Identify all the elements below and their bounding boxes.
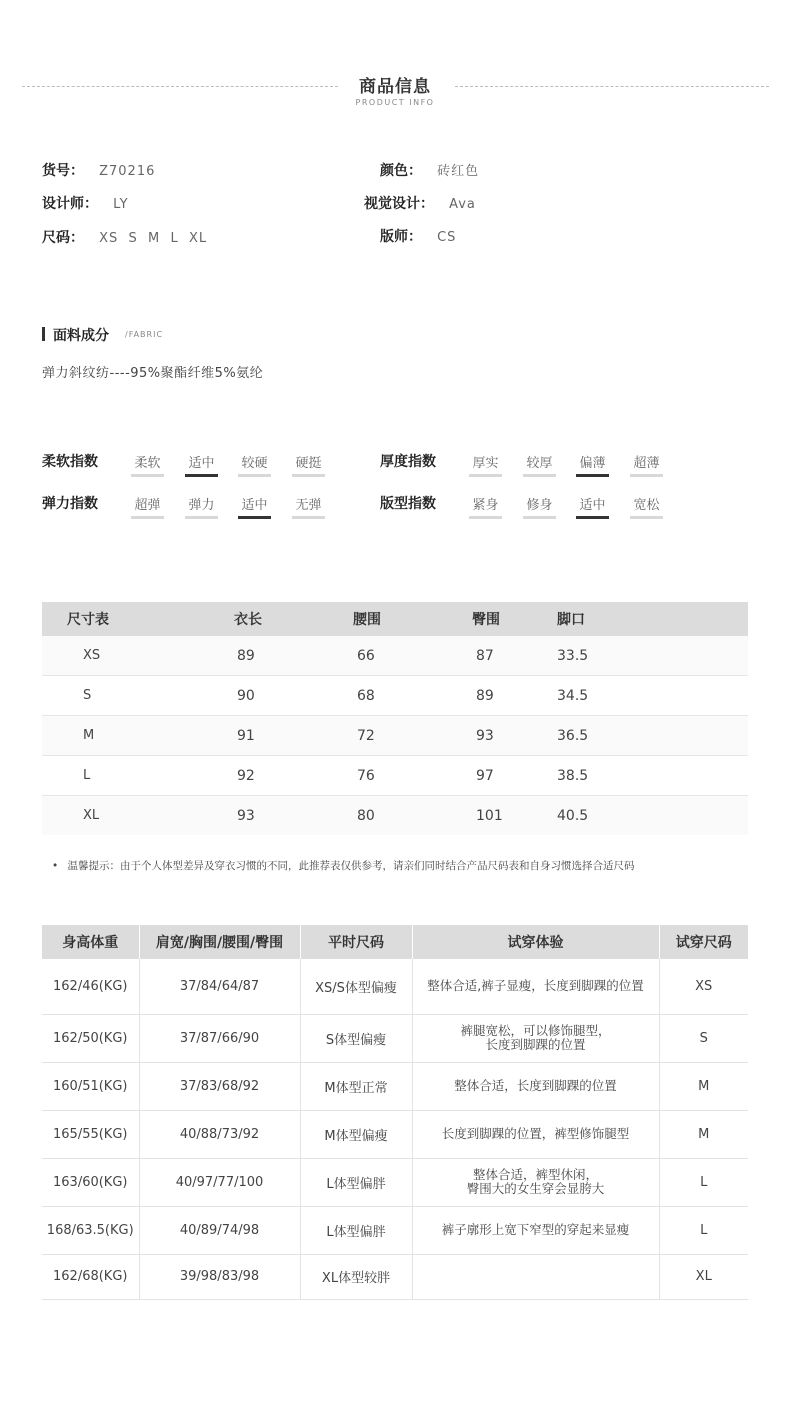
try-table-cell: 37/83/68/92 <box>139 1062 300 1110</box>
size-table-row <box>42 636 748 676</box>
index-option-label: 适中 <box>241 498 268 513</box>
try-experience-line: 整体合适,裤子显瘦，长度到脚踝的位置 <box>427 978 644 994</box>
index-option <box>523 494 556 519</box>
try-table-header-cell: 肩宽/胸围/腰围/臀围 <box>139 925 300 959</box>
size-table-cell: 72 <box>311 716 430 756</box>
try-table-cell: XS <box>659 959 748 1014</box>
index-option-label: 硬挺 <box>295 456 322 471</box>
try-table-cell <box>412 1158 659 1206</box>
try-on-table <box>42 925 748 1300</box>
try-table-header <box>42 925 748 959</box>
index-option-label: 紧身 <box>472 498 499 513</box>
tip-text: 温馨提示：由于个人体型差异及穿衣习惯的不同，此推荐表仅供参考，请亲们同时结合产品尺码表和自身习惯选择合适尺码 <box>67 860 635 872</box>
try-table-cell <box>412 1062 659 1110</box>
index-option-label: 适中 <box>579 498 606 513</box>
size-table-header-cell: 衣长 <box>192 602 311 636</box>
index-underline <box>292 474 325 477</box>
size-table <box>42 602 748 835</box>
size-table-cell: 101 <box>430 796 542 836</box>
index-option <box>131 494 164 519</box>
index-option-label: 超薄 <box>633 456 660 471</box>
try-table-cell: 39/98/83/98 <box>139 1254 300 1299</box>
tip-bullet: • <box>52 860 59 872</box>
size-table-row <box>42 796 748 836</box>
try-table-cell <box>412 1110 659 1158</box>
size-table-row <box>42 676 748 716</box>
size-table-cell: 38.5 <box>542 756 748 796</box>
try-table-header-cell: 试穿尺码 <box>659 925 748 959</box>
size-table-cell: 87 <box>430 636 542 676</box>
index-label: 弹力指数 <box>42 496 98 512</box>
try-table-cell: M <box>659 1062 748 1110</box>
size-value: XS S M L XL <box>99 231 208 246</box>
index-option-label: 弹力 <box>188 498 215 513</box>
index-option <box>523 452 556 477</box>
try-table-cell: 162/68(KG) <box>42 1254 139 1299</box>
index-selected-underline <box>185 474 218 477</box>
size-table-header-cell: 尺寸表 <box>42 602 192 636</box>
index-underline <box>131 516 164 519</box>
fabric-marker <box>42 327 45 341</box>
color-label: 颜色： <box>380 163 422 179</box>
index-option <box>238 494 271 519</box>
index-option <box>469 452 502 477</box>
index-option-label: 较厚 <box>526 456 553 471</box>
size-table-cell: 34.5 <box>542 676 748 716</box>
size-table-cell: 40.5 <box>542 796 748 836</box>
try-table-row <box>42 1158 748 1206</box>
index-option-label: 柔软 <box>134 456 161 471</box>
try-table-cell <box>412 1206 659 1254</box>
index-underline <box>469 516 502 519</box>
fabric-title: 面料成分 <box>53 328 109 344</box>
index-selected-underline <box>576 516 609 519</box>
index-option-label: 较硬 <box>241 456 268 471</box>
index-option-label: 超弹 <box>134 498 161 513</box>
index-option-label: 适中 <box>188 456 215 471</box>
try-table-cell: L体型偏胖 <box>300 1158 412 1206</box>
try-table-cell: 40/89/74/98 <box>139 1206 300 1254</box>
try-table-cell <box>412 1014 659 1062</box>
size-table-cell: L <box>42 756 192 796</box>
index-selected-underline <box>576 474 609 477</box>
sku-label: 货号： <box>42 163 84 179</box>
color-value: 砖红色 <box>437 164 480 179</box>
designer-value: LY <box>113 197 129 212</box>
size-tip <box>52 858 635 873</box>
fabric-content: 弹力斜纹纺----95%聚酯纤维5%氨纶 <box>42 366 264 381</box>
index-option-label: 偏薄 <box>579 456 606 471</box>
index-underline <box>630 474 663 477</box>
try-experience-line: 整体合适，裤型休闲， <box>472 1167 598 1182</box>
try-table-cell: 37/87/66/90 <box>139 1014 300 1062</box>
pattern-label: 版师： <box>380 229 422 245</box>
index-underline <box>185 516 218 519</box>
index-label: 柔软指数 <box>42 454 98 470</box>
try-table-cell: L <box>659 1158 748 1206</box>
try-table-cell: 37/84/64/87 <box>139 959 300 1014</box>
size-table-cell: 93 <box>192 796 311 836</box>
index-option <box>630 494 663 519</box>
size-table-cell: S <box>42 676 192 716</box>
index-underline <box>523 516 556 519</box>
info-designer <box>42 193 129 213</box>
info-pattern-maker <box>380 226 456 246</box>
designer-label: 设计师： <box>42 196 98 212</box>
size-table-cell: M <box>42 716 192 756</box>
size-table-header <box>42 602 748 636</box>
size-table-cell: 68 <box>311 676 430 716</box>
info-sku <box>42 160 155 180</box>
try-table-cell: 168/63.5(KG) <box>42 1206 139 1254</box>
size-table-row <box>42 716 748 756</box>
size-table-cell: 66 <box>311 636 430 676</box>
visual-label: 视觉设计： <box>364 196 434 212</box>
try-table-cell: 160/51(KG) <box>42 1062 139 1110</box>
size-table-cell: 89 <box>192 636 311 676</box>
fabric-subtitle: /FABRIC <box>125 330 164 339</box>
index-option <box>292 494 325 519</box>
size-table-cell: 91 <box>192 716 311 756</box>
info-color <box>380 160 479 180</box>
size-table-cell: 80 <box>311 796 430 836</box>
size-table-cell: XS <box>42 636 192 676</box>
index-underline <box>523 474 556 477</box>
size-table-cell: 36.5 <box>542 716 748 756</box>
try-experience-line: 长度到脚踝的位置，裤型修饰腿型 <box>441 1126 630 1141</box>
try-table-header-cell: 平时尺码 <box>300 925 412 959</box>
sku-value: Z70216 <box>99 164 156 179</box>
try-table-cell: XL <box>659 1254 748 1299</box>
index-option <box>576 452 609 477</box>
size-table-header-cell: 脚口 <box>542 602 748 636</box>
size-table-cell: 76 <box>311 756 430 796</box>
try-table-cell: M体型正常 <box>300 1062 412 1110</box>
index-option <box>238 452 271 477</box>
index-option-label: 无弹 <box>295 498 322 513</box>
try-table-cell <box>412 1254 659 1299</box>
size-table-cell: 90 <box>192 676 311 716</box>
size-label: 尺码： <box>42 230 84 246</box>
size-table-cell: 97 <box>430 756 542 796</box>
index-option <box>469 494 502 519</box>
index-option-label: 厚实 <box>472 456 499 471</box>
try-table-cell: L体型偏胖 <box>300 1206 412 1254</box>
try-table-cell: 162/50(KG) <box>42 1014 139 1062</box>
index-option <box>185 494 218 519</box>
index-label: 厚度指数 <box>380 454 436 470</box>
try-table-cell: 40/97/77/100 <box>139 1158 300 1206</box>
index-underline <box>131 474 164 477</box>
try-table-cell: 162/46(KG) <box>42 959 139 1014</box>
index-label: 版型指数 <box>380 496 436 512</box>
index-underline <box>292 516 325 519</box>
index-underline <box>630 516 663 519</box>
try-table-cell: 40/88/73/92 <box>139 1110 300 1158</box>
index-selected-underline <box>238 516 271 519</box>
try-table-row <box>42 959 748 1014</box>
index-option <box>292 452 325 477</box>
try-table-header-cell: 身高体重 <box>42 925 139 959</box>
index-option <box>185 452 218 477</box>
try-experience-line: 臀围大的女生穿会显胯大 <box>466 1181 605 1196</box>
size-table-cell: 33.5 <box>542 636 748 676</box>
index-option <box>576 494 609 519</box>
try-table-row <box>42 1062 748 1110</box>
section-subtitle: PRODUCT INFO <box>355 98 435 107</box>
section-title: 商品信息 <box>359 77 431 97</box>
index-option-label: 修身 <box>526 498 553 513</box>
try-table-cell: 165/55(KG) <box>42 1110 139 1158</box>
try-experience-line: 长度到脚踝的位置 <box>485 1037 586 1052</box>
try-experience-line: 整体合适，长度到脚踝的位置 <box>454 1078 617 1093</box>
try-table-cell: S体型偏瘦 <box>300 1014 412 1062</box>
size-table-header-cell: 腰围 <box>311 602 430 636</box>
try-table-cell: XL体型较胖 <box>300 1254 412 1299</box>
try-table-row <box>42 1206 748 1254</box>
size-table-header-cell: 臀围 <box>430 602 542 636</box>
try-table-cell: 163/60(KG) <box>42 1158 139 1206</box>
try-table-cell <box>412 959 659 1014</box>
index-option <box>630 452 663 477</box>
index-option <box>131 452 164 477</box>
try-table-row <box>42 1110 748 1158</box>
index-option-label: 宽松 <box>633 498 660 513</box>
try-experience-line: 裤腿宽松，可以修饰腿型， <box>460 1023 611 1038</box>
try-table-header-cell: 试穿体验 <box>412 925 659 959</box>
index-underline <box>238 474 271 477</box>
try-experience-line: 裤子廓形上宽下窄型的穿起来显瘦 <box>441 1222 630 1237</box>
visual-value: Ava <box>449 197 476 212</box>
size-table-cell: XL <box>42 796 192 836</box>
size-table-cell: 89 <box>430 676 542 716</box>
size-table-cell: 92 <box>192 756 311 796</box>
try-table-cell: XS/S体型偏瘦 <box>300 959 412 1014</box>
info-visual-design <box>364 193 476 213</box>
try-table-cell: S <box>659 1014 748 1062</box>
size-table-row <box>42 756 748 796</box>
try-table-row <box>42 1014 748 1062</box>
try-table-cell: L <box>659 1206 748 1254</box>
info-size <box>42 227 207 247</box>
try-table-cell: M体型偏瘦 <box>300 1110 412 1158</box>
pattern-value: CS <box>437 230 457 245</box>
try-table-cell: M <box>659 1110 748 1158</box>
index-underline <box>469 474 502 477</box>
size-table-cell: 93 <box>430 716 542 756</box>
try-table-row <box>42 1254 748 1299</box>
